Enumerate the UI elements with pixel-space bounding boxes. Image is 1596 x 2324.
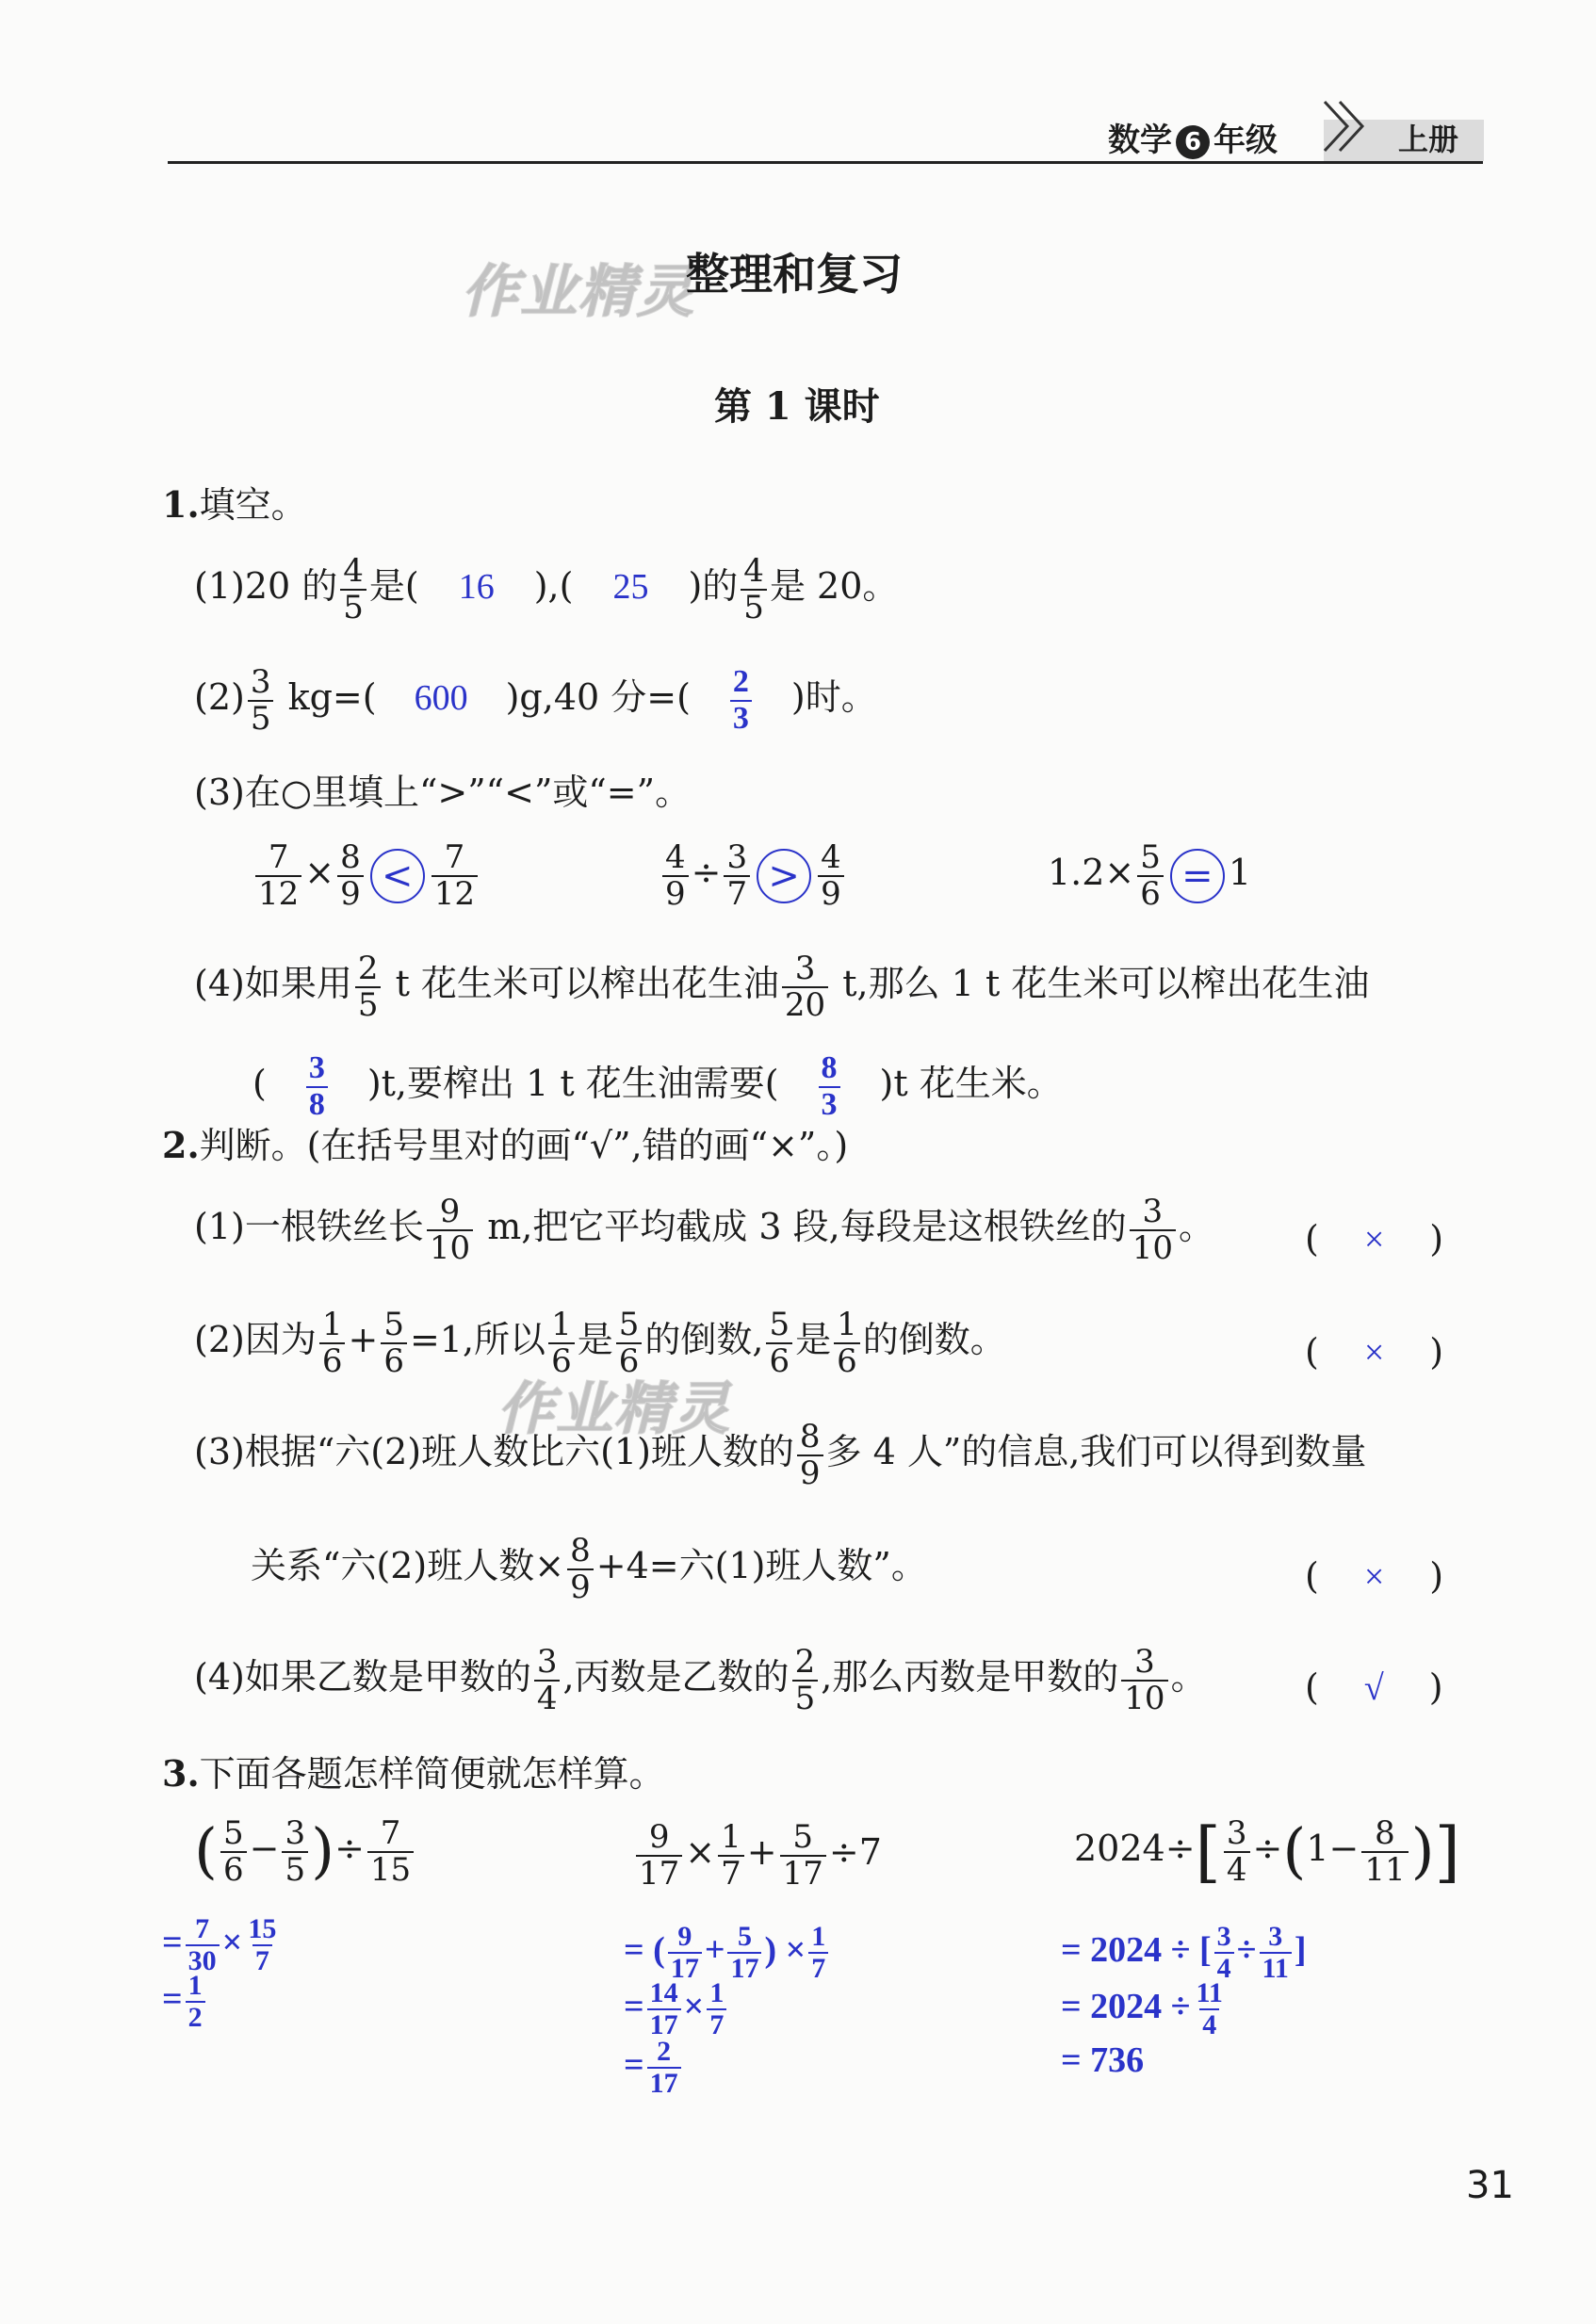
q1-heading: 1.填空。 <box>162 483 307 526</box>
grade-badge: 6 <box>1176 125 1210 159</box>
judge-box-2: ( × ) <box>1305 1331 1444 1373</box>
calc1-step2: = $\frac{1}{2}$ <box>162 1971 208 2034</box>
answer-circle: < <box>370 849 425 903</box>
calc3-expression: 2024÷[ $\frac{3}{4}$ ÷(1− $\frac{8}{11}$ )] <box>1074 1812 1460 1891</box>
q1-part3: (3)在○里填上“>”“<”或“=”。 <box>194 772 692 813</box>
page-title: 整理和复习 <box>686 249 903 300</box>
compare-expr-2: $\frac{4}{9}$ ÷ $\frac{3}{7}$ > $\frac{4}{9}$ <box>660 840 847 911</box>
lesson-title: 第 1 课时 <box>714 384 880 429</box>
answer-circle: > <box>757 849 811 903</box>
q1-part4-line1: (4)如果用 $\frac{2}{5}$ t 花生米可以榨出花生油 $\frac{3}{20}$ t,那么 1 t 花生米可以榨出花生油 <box>194 950 1370 1024</box>
q2-part2: (2)因为 $\frac{1}{6}$ + $\frac{5}{6}$ =1,所以 $\frac{1}{6}$ 是 $\frac{5}{6}$ 的倒数, $\frac{5}{6}$ 是 $\frac{1}{6}$ 的倒数。 <box>194 1306 1006 1380</box>
calc3-step3: = 736 <box>1061 2040 1145 2080</box>
answer-circle: = <box>1170 849 1225 903</box>
header-volume: 上册 <box>1398 122 1459 157</box>
calc3-step1: = 2024 ÷ [ $\frac{3}{4}$ ÷ $\frac{3}{11}$ ] <box>1061 1921 1307 1985</box>
q1-part2: (2) $\frac{3}{5}$ kg=( 600 )g,40 分=( $\frac{2}{3}$ )时。 <box>194 663 877 738</box>
answer: $\frac{2}{3}$ <box>730 665 752 736</box>
compare-expr-1: $\frac{7}{12}$ × $\frac{8}{9}$ < $\frac{7}{12}$ <box>252 840 480 911</box>
calc1-expression: ( $\frac{5}{6}$ − $\frac{3}{5}$ )÷ $\frac{7}{15}$ <box>194 1816 416 1887</box>
calc2-expression: $\frac{9}{17}$ × $\frac{1}{7}$ + $\frac{5}{17}$ ÷7 <box>633 1820 882 1891</box>
judge-box-4: ( √ ) <box>1305 1666 1443 1708</box>
page-number: 31 <box>1466 2164 1514 2207</box>
q2-part3-line2: 关系“六(2)班人数× $\frac{8}{9}$ +4=六(1)班人数”。 <box>251 1532 927 1606</box>
q1-part4-line2: ( $\frac{3}{8}$ )t,要榨出 1 t 花生油需要( $\frac{8}{3}$ )t 花生米。 <box>252 1050 1063 1122</box>
header-rule <box>168 161 1483 164</box>
q2-heading: 2.判断。(在括号里对的画“√”,错的画“×”。) <box>162 1124 849 1166</box>
watermark: 作业精灵 <box>497 1376 731 1442</box>
answer: $\frac{3}{8}$ <box>306 1051 328 1122</box>
judge-box-1: ( × ) <box>1305 1218 1444 1260</box>
calc2-step1: = ( $\frac{9}{17}$ + $\frac{5}{17}$ ) × $\frac{1}{7}$ <box>624 1922 831 1985</box>
watermark: 作业精灵 <box>462 259 695 325</box>
answer: 25 <box>612 567 649 608</box>
q2-part3-line1: (3)根据“六(2)班人数比六(1)班人数的 $\frac{8}{9}$ 多 4 人”的信息,我们可以得到数量 <box>194 1418 1367 1492</box>
q1-part1: (1)20 的 $\frac{4}{5}$ 是( 16 ),( 25 )的 $\frac{4}{5}$ 是 20。 <box>194 552 899 626</box>
calc3-step2: = 2024 ÷ $\frac{11}{4}$ <box>1061 1977 1223 2041</box>
answer: $\frac{8}{3}$ <box>819 1051 840 1122</box>
chevron-icon <box>1319 98 1379 158</box>
answer: 600 <box>414 678 468 719</box>
q3-heading: 3.下面各题怎样简便就怎样算。 <box>162 1752 665 1795</box>
calc2-step2: = $\frac{14}{17}$ × $\frac{1}{7}$ <box>624 1978 729 2041</box>
answer-mark: √ <box>1363 1668 1384 1708</box>
header-subject: 数学 6 年级 <box>1108 122 1278 159</box>
q2-part4: (4)如果乙数是甲数的 $\frac{3}{4}$ ,丙数是乙数的 $\frac{2}{5}$ ,那么丙数是甲数的 $\frac{3}{10}$ 。 <box>194 1643 1207 1717</box>
answer: 16 <box>458 567 495 608</box>
answer-mark: × <box>1363 1557 1385 1597</box>
calc2-step3: = $\frac{2}{17}$ <box>624 2037 684 2100</box>
judge-box-3: ( × ) <box>1305 1555 1444 1597</box>
compare-expr-3: 1.2× $\frac{5}{6}$ = 1 <box>1048 838 1252 913</box>
calc1-step1: = $\frac{7}{30}$ × $\frac{15}{7}$ <box>162 1913 277 1977</box>
answer-mark: × <box>1363 1220 1385 1260</box>
q2-part1: (1)一根铁丝长 $\frac{9}{10}$ m,把它平均截成 3 段,每段是这根铁丝的 $\frac{3}{10}$ 。 <box>194 1193 1214 1267</box>
answer-mark: × <box>1363 1333 1385 1373</box>
